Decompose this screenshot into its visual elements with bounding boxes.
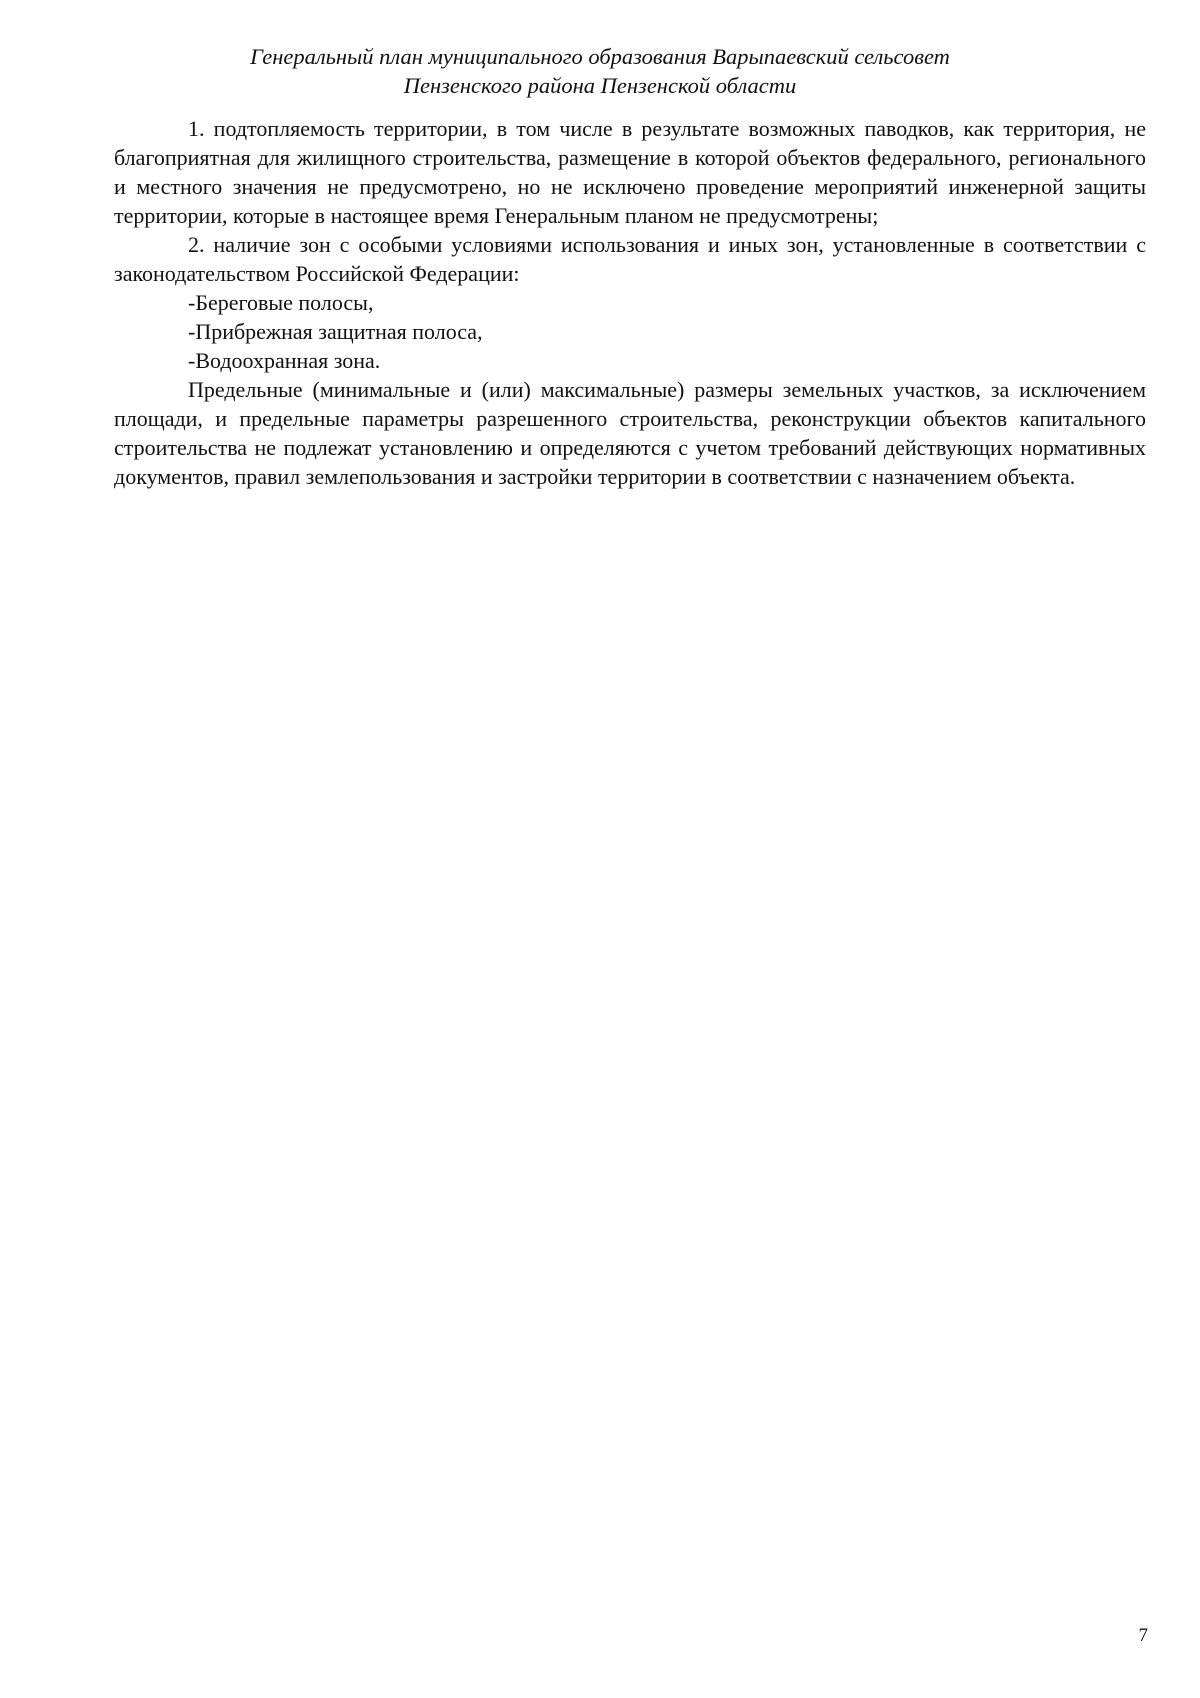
list-item-water-protection-zone: -Водоохранная зона. bbox=[188, 348, 381, 373]
header-line-2: Пензенского района Пензенской области bbox=[403, 73, 797, 98]
paragraph-limit-parameters: Предельные (минимальные и (или) максимальные) размеры земельных участков, за исключением площади, и предельные параметры разрешенного строительства, реконструкции объектов капитального строительства не подлежат установлению и определяются с учетом требований действующих нормативных документов, правил землепользования и застройки территории в соответствии с назначением объекта. bbox=[114, 377, 1146, 489]
running-header bbox=[0, 42, 1200, 100]
paragraph-flooding: 1. подтопляемость территории, в том числе в результате возможных паводков, как территория, не благоприятная для жилищного строительства, размещение в которой объектов федерального, регионального и местного значения не предусмотрено, но не исключено проведение мероприятий инженерной защиты территории, которые в настоящее время Генеральным планом не предусмотрены; bbox=[114, 116, 1146, 228]
header-line-1: Генеральный план муниципального образования Варыпаевский сельсовет bbox=[250, 44, 950, 69]
list-item-coastal-protection-strip: -Прибрежная защитная полоса, bbox=[188, 319, 483, 344]
page-number: 7 bbox=[1138, 1625, 1148, 1646]
document-body bbox=[114, 114, 1146, 491]
list-item-shore-strips: -Береговые полосы, bbox=[188, 290, 374, 315]
paragraph-special-zones: 2. наличие зон с особыми условиями использования и иных зон, установленные в соответствии с законодательством Российской Федерации: bbox=[114, 232, 1146, 286]
